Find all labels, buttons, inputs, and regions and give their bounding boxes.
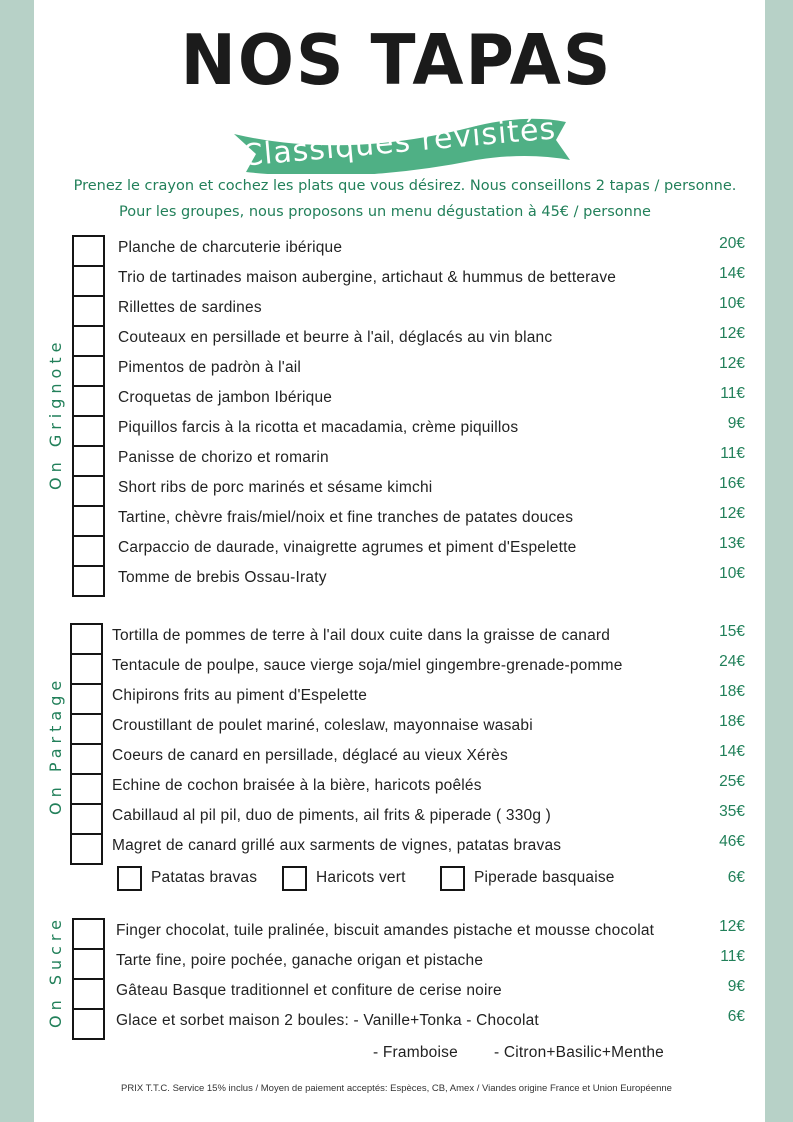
glace-flavor-citron: - Citron+Basilic+Menthe — [494, 1044, 665, 1061]
checkbox-partage-item[interactable] — [70, 683, 103, 715]
menu-item-name: Tortilla de pommes de terre à l'ail doux cuite dans la graisse de canard — [112, 627, 611, 644]
menu-item-price: 11€ — [720, 385, 745, 402]
menu-item-name: Rillettes de sardines — [118, 299, 262, 316]
menu-item-price: 13€ — [719, 535, 745, 552]
menu-item-price: 16€ — [719, 475, 745, 492]
banner-text: Classiques revisités — [240, 111, 558, 174]
menu-item-price: 11€ — [720, 445, 745, 462]
checkbox-grignote-item[interactable] — [72, 415, 105, 447]
checkbox-grignote-item[interactable] — [72, 475, 105, 507]
menu-item-price: 9€ — [727, 415, 745, 432]
checkbox-partage-item[interactable] — [70, 623, 103, 655]
menu-item-name: Glace et sorbet maison 2 boules: - Vanille+Tonka - Chocolat — [116, 1012, 539, 1029]
checkbox-side-haricots-vert[interactable] — [282, 866, 307, 891]
checkbox-sucre-item[interactable] — [72, 978, 105, 1010]
checkbox-grignote-item[interactable] — [72, 505, 105, 537]
menu-item-price: 12€ — [719, 918, 745, 935]
menu-item-price: 24€ — [719, 653, 745, 670]
menu-item-name: Tentacule de poulpe, sauce vierge soja/miel gingembre-grenade-pomme — [112, 657, 623, 674]
menu-item-name: Pimentos de padròn à l'ail — [118, 359, 302, 376]
menu-item-name: Couteaux en persillade et beurre à l'ail, déglacés au vin blanc — [118, 329, 553, 346]
menu-item-name: Echine de cochon braisée à la bière, haricots poêlés — [112, 777, 482, 794]
menu-item-price: 46€ — [719, 833, 745, 850]
checkbox-sucre-item[interactable] — [72, 918, 105, 950]
checkbox-partage-item[interactable] — [70, 833, 103, 865]
menu-item-name: Chipirons frits au piment d'Espelette — [112, 687, 368, 704]
menu-item-price: 18€ — [719, 683, 745, 700]
checkbox-grignote-item[interactable] — [72, 385, 105, 417]
menu-item-name: Trio de tartinades maison aubergine, artichaut & hummus de betterave — [118, 269, 617, 286]
menu-item-price: 12€ — [719, 355, 745, 372]
footer-legal: PRIX T.T.C. Service 15% inclus / Moyen de paiement acceptés: Espèces, CB, Amex / Viandes origine France et Union Européenne — [121, 1083, 672, 1094]
menu-item-name: Cabillaud al pil pil, duo de piments, ail frits & piperade ( 330g ) — [112, 807, 552, 824]
checkbox-grignote-item[interactable] — [72, 355, 105, 387]
menu-item-price: 11€ — [720, 948, 745, 965]
menu-item-price: 15€ — [719, 623, 745, 640]
menu-item-name: Tomme de brebis Ossau-Iraty — [118, 569, 327, 586]
menu-item-name: Magret de canard grillé aux sarments de vignes, patatas bravas — [112, 837, 562, 854]
checkbox-grignote-item[interactable] — [72, 325, 105, 357]
menu-item-name: Piquillos farcis à la ricotta et macadamia, crème piquillos — [118, 419, 519, 436]
checkbox-grignote-item[interactable] — [72, 445, 105, 477]
checkbox-grignote-item[interactable] — [72, 565, 105, 597]
menu-item-price: 35€ — [719, 803, 745, 820]
side-price: 6€ — [727, 869, 745, 886]
side-label: Haricots vert — [316, 869, 406, 886]
menu-item-name: Finger chocolat, tuile pralinée, biscuit amandes pistache et mousse chocolat — [116, 922, 655, 939]
checkbox-grignote-item[interactable] — [72, 265, 105, 297]
checkbox-grignote-item[interactable] — [72, 535, 105, 567]
menu-item-name: Tartine, chèvre frais/miel/noix et fine tranches de patates douces — [118, 509, 574, 526]
menu-item-name: Panisse de chorizo et romarin — [118, 449, 329, 466]
section-label-partage: On Partage — [46, 675, 65, 815]
intro-instructions: Prenez le crayon et cochez les plats que vous désirez. Nous conseillons 2 tapas / personne. — [73, 178, 737, 194]
menu-item-price: 25€ — [719, 773, 745, 790]
checkbox-sucre-item[interactable] — [72, 1008, 105, 1040]
menu-item-name: Carpaccio de daurade, vinaigrette agrumes et piment d'Espelette — [118, 539, 577, 556]
menu-item-price: 9€ — [727, 978, 745, 995]
menu-item-price: 20€ — [719, 235, 745, 252]
page-title: NOS TAPAS — [180, 20, 613, 101]
checkbox-partage-item[interactable] — [70, 743, 103, 775]
menu-item-name: Tarte fine, poire pochée, ganache origan et pistache — [116, 952, 484, 969]
side-label: Piperade basquaise — [474, 869, 615, 886]
intro-group-menu: Pour les groupes, nous proposons un menu dégustation à 45€ / personne — [119, 204, 651, 220]
menu-item-name: Short ribs de porc marinés et sésame kimchi — [118, 479, 433, 496]
checkbox-side-patatas-bravas[interactable] — [117, 866, 142, 891]
menu-item-name: Planche de charcuterie ibérique — [118, 239, 343, 256]
menu-item-price: 14€ — [719, 265, 745, 282]
menu-item-name: Gâteau Basque traditionnel et confiture de cerise noire — [116, 982, 502, 999]
menu-item-price: 6€ — [727, 1008, 745, 1025]
menu-item-price: 10€ — [719, 295, 745, 312]
section-label-grignote: On Grignote — [46, 337, 65, 490]
menu-item-price: 12€ — [719, 505, 745, 522]
section-label-sucre: On Sucre — [46, 915, 65, 1028]
glace-flavor-framboise: - Framboise — [373, 1044, 458, 1061]
checkbox-side-piperade[interactable] — [440, 866, 465, 891]
menu-item-name: Croustillant de poulet mariné, coleslaw, mayonnaise wasabi — [112, 717, 533, 734]
menu-item-price: 12€ — [719, 325, 745, 342]
menu-item-price: 18€ — [719, 713, 745, 730]
menu-item-name: Croquetas de jambon Ibérique — [118, 389, 333, 406]
menu-item-price: 14€ — [719, 743, 745, 760]
banner-ribbon — [226, 112, 572, 174]
menu-item-price: 10€ — [719, 565, 745, 582]
side-label: Patatas bravas — [151, 869, 258, 886]
checkbox-partage-item[interactable] — [70, 773, 103, 805]
menu-item-name: Coeurs de canard en persillade, déglacé au vieux Xérès — [112, 747, 508, 764]
checkbox-partage-item[interactable] — [70, 653, 103, 685]
checkbox-partage-item[interactable] — [70, 803, 103, 835]
checkbox-grignote-item[interactable] — [72, 295, 105, 327]
checkbox-partage-item[interactable] — [70, 713, 103, 745]
checkbox-grignote-item[interactable] — [72, 235, 105, 267]
checkbox-sucre-item[interactable] — [72, 948, 105, 980]
